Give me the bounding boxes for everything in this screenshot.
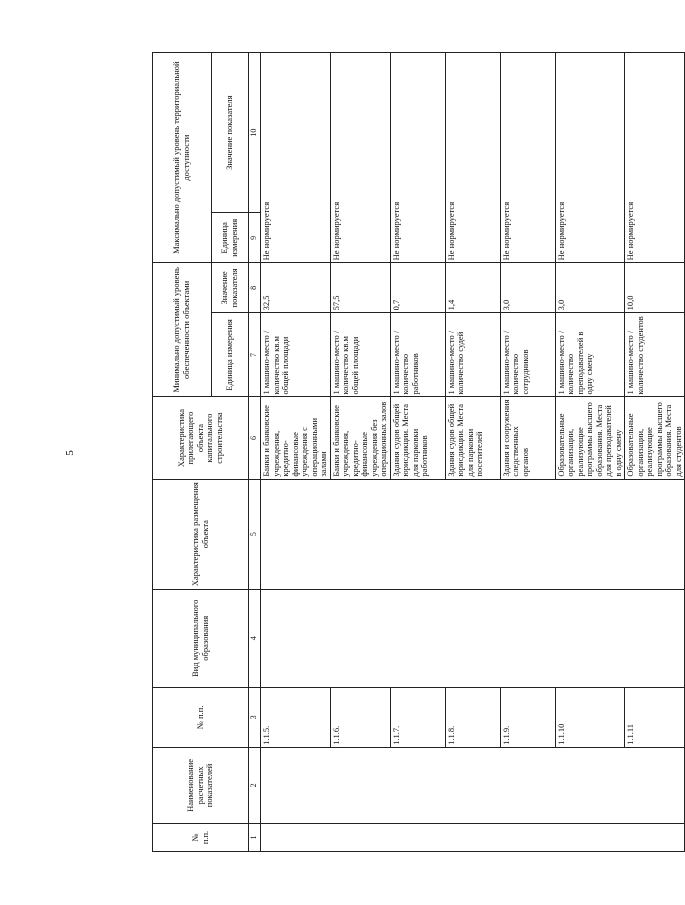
- accessibility-note: Не нормируется: [500, 53, 555, 263]
- item-number: 1.1.8.: [445, 687, 500, 747]
- header-min-unit: Единица измерения: [212, 313, 249, 397]
- provision-value: 10,0: [625, 263, 685, 313]
- provision-value: 3,0: [500, 263, 555, 313]
- column-number: 2: [249, 747, 261, 823]
- provision-value: 3,0: [555, 263, 625, 313]
- header-placement: Характеристика размещения объекта: [153, 479, 249, 589]
- accessibility-note: Не нормируется: [555, 53, 625, 263]
- merged-cell-col5: [261, 479, 685, 589]
- provision-unit: 1 машино-место / количество сотрудников: [500, 313, 555, 397]
- column-number: 5: [249, 479, 261, 589]
- object-characteristic: Банки и банковские учреждения, кредитно-финансовые учреждения без операционных залов: [330, 397, 390, 479]
- column-number-row: [249, 53, 261, 852]
- merged-cell-col1: [261, 823, 685, 851]
- header-max-accessibility: Максимально допустимый уровень территориальной доступности: [153, 53, 212, 263]
- column-number: 8: [249, 263, 261, 313]
- provision-value: 32,5: [261, 263, 331, 313]
- accessibility-note: Не нормируется: [625, 53, 685, 263]
- provision-unit: 1 машино-место / количество преподавателей в одну смену: [555, 313, 625, 397]
- table-row: [445, 53, 500, 852]
- header-min-value: Значение показателя: [212, 263, 249, 313]
- column-number: 9: [249, 213, 261, 263]
- column-number: 6: [249, 397, 261, 479]
- header-adjacent-object: Характеристика прилегающего объекта капитального строительства: [153, 397, 249, 479]
- object-characteristic: Здания судов общей юрисдикции. Места для парковки посетителей: [445, 397, 500, 479]
- provision-unit: 1 машино-место / количество кв.м общей площади: [261, 313, 331, 397]
- merged-cell-col4: [261, 589, 685, 687]
- item-number: 1.1.10: [555, 687, 625, 747]
- column-number: 4: [249, 589, 261, 687]
- object-characteristic: Образовательные организации, реализующие программы высшего образования. Места для студентов: [625, 397, 685, 479]
- table-container: [152, 52, 683, 852]
- item-number: 1.1.11: [625, 687, 685, 747]
- provision-value: 0,7: [390, 263, 445, 313]
- header-min-provision: Минимально допустимый уровень обеспеченности объектами: [153, 263, 212, 397]
- header-row-number: № п.п.: [153, 823, 249, 851]
- column-number: 7: [249, 313, 261, 397]
- object-characteristic: Банки и банковские учреждения, кредитно-финансовые учреждения с операционными залами: [261, 397, 331, 479]
- accessibility-note: Не нормируется: [330, 53, 390, 263]
- table-row: [390, 53, 445, 852]
- accessibility-note: Не нормируется: [390, 53, 445, 263]
- item-number: 1.1.9.: [500, 687, 555, 747]
- column-number: 3: [249, 687, 261, 747]
- object-characteristic: Образовательные организации, реализующие программы высшего образования. Места для преподавателей в одну смену: [555, 397, 625, 479]
- merged-cell-col2: [261, 747, 685, 823]
- provision-unit: 1 машино-место / количество работников: [390, 313, 445, 397]
- table-row: [261, 53, 331, 852]
- header-max-value: Значение показателя: [212, 53, 249, 213]
- header-indicator-name: Наименование расчетных показателей: [153, 747, 249, 823]
- header-max-unit: Единица измерения: [212, 213, 249, 263]
- provision-unit: 1 машино-место / количество судей: [445, 313, 500, 397]
- table-row: [500, 53, 555, 852]
- provision-value: 57,5: [330, 263, 390, 313]
- provision-unit: 1 машино-место / количество кв.м общей площади: [330, 313, 390, 397]
- provision-unit: 1 машино-место / количество студентов: [625, 313, 685, 397]
- table-row: [555, 53, 625, 852]
- table-row: [330, 53, 390, 852]
- page-number: 5: [64, 450, 76, 456]
- header-municipality-type: Вид муниципального образования: [153, 589, 249, 687]
- table-row: [625, 53, 685, 852]
- accessibility-note: Не нормируется: [261, 53, 331, 263]
- object-characteristic: Здания и сооружения следственных органов: [500, 397, 555, 479]
- item-number: 1.1.7.: [390, 687, 445, 747]
- column-number: 1: [249, 823, 261, 851]
- provision-value: 1,4: [445, 263, 500, 313]
- item-number: 1.1.6.: [330, 687, 390, 747]
- object-characteristic: Здания судов общей юрисдикции. Места для парковки работников: [390, 397, 445, 479]
- norms-table: [152, 52, 685, 852]
- column-number: 10: [249, 53, 261, 213]
- header-item-number: № п.п.: [153, 687, 249, 747]
- accessibility-note: Не нормируется: [445, 53, 500, 263]
- table-rotation-frame: [152, 52, 683, 852]
- item-number: 1.1.5.: [261, 687, 331, 747]
